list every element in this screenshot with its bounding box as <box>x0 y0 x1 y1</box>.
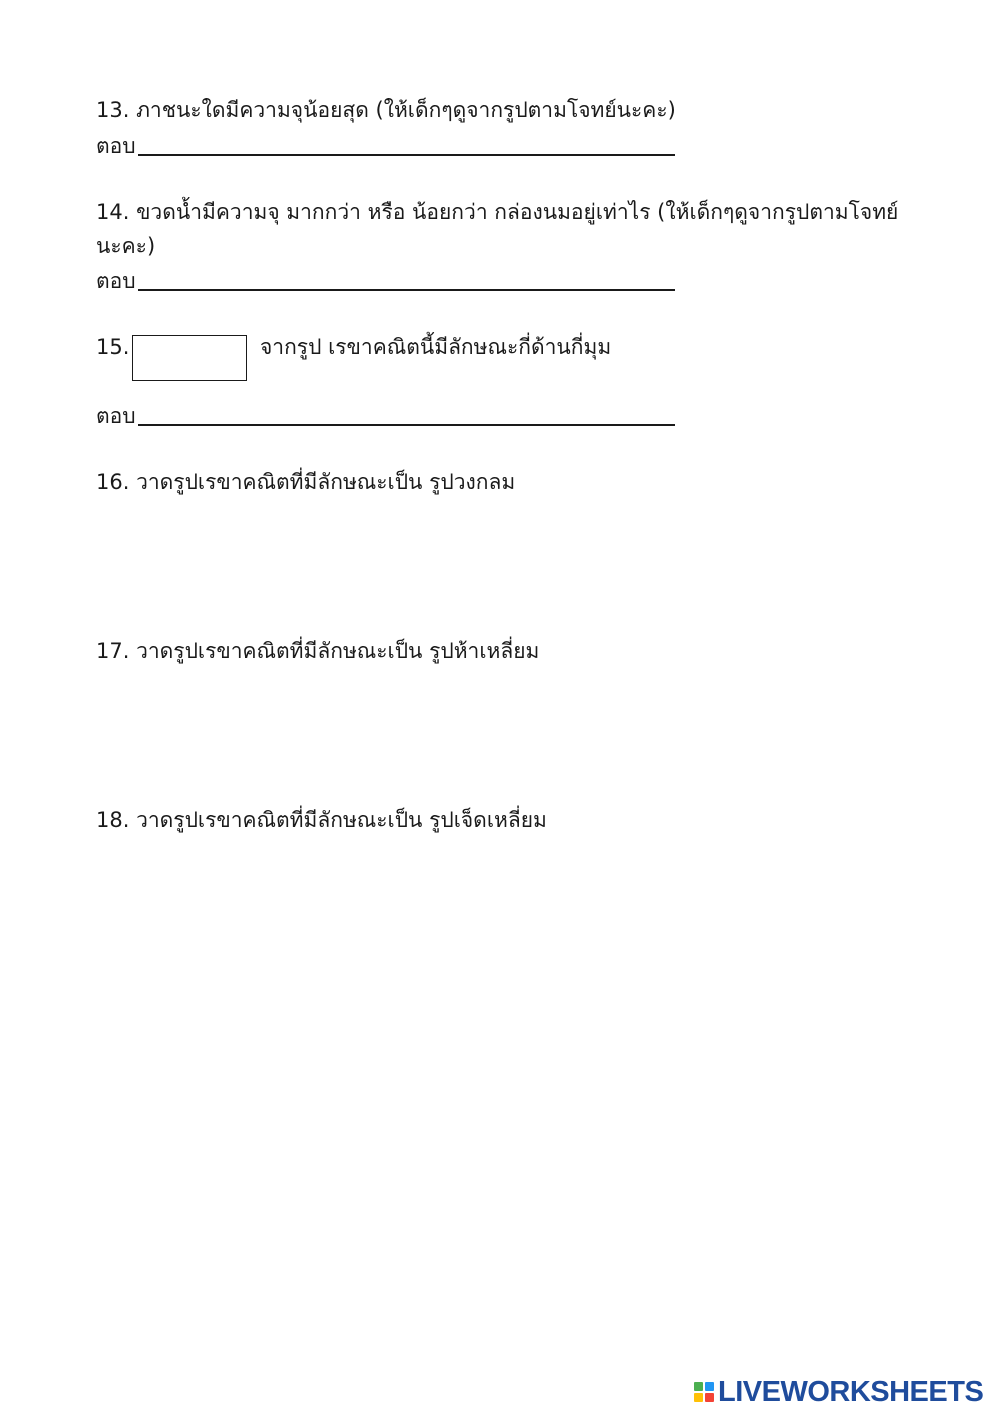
question-16: 16. วาดรูปเรขาคณิตที่มีลักษณะเป็น รูปวงกลม <box>96 470 516 494</box>
logo-squares-icon <box>694 1382 714 1402</box>
answer-label: ตอบ <box>96 269 136 293</box>
question-14-line2: นะคะ) <box>96 234 156 258</box>
question-18: 18. วาดรูปเรขาคณิตที่มีลักษณะเป็น รูปเจ็ดเหลี่ยม <box>96 808 547 832</box>
question-15-text: จากรูป เรขาคณิตนี้มีลักษณะกี่ด้านกี่มุม <box>260 335 612 359</box>
answer-row-13 <box>96 127 675 161</box>
logo-square-1 <box>694 1382 703 1391</box>
logo-square-4 <box>705 1393 714 1402</box>
answer-label: ตอบ <box>96 404 136 428</box>
question-15-number: 15. <box>96 335 130 359</box>
rectangle-shape <box>132 335 247 381</box>
question-17: 17. วาดรูปเรขาคณิตที่มีลักษณะเป็น รูปห้าเหลี่ยม <box>96 639 540 663</box>
question-13: 13. ภาชนะใดมีความจุน้อยสุด (ให้เด็กๆดูจากรูปตามโจทย์นะคะ) <box>96 98 676 122</box>
answer-line-13[interactable] <box>138 154 675 156</box>
answer-line-15[interactable] <box>138 424 675 426</box>
answer-row-15 <box>96 397 675 431</box>
logo-text: LIVEWORKSHEETS <box>718 1375 984 1408</box>
liveworksheets-logo <box>694 1374 983 1410</box>
answer-line-14[interactable] <box>138 289 675 291</box>
answer-row-14 <box>96 262 675 296</box>
answer-label: ตอบ <box>96 134 136 158</box>
logo-square-2 <box>705 1382 714 1391</box>
logo-square-3 <box>694 1393 703 1402</box>
question-14-line1: 14. ขวดน้ำมีความจุ มากกว่า หรือ น้อยกว่า กล่องนมอยู่เท่าไร (ให้เด็กๆดูจากรูปตามโจทย์ <box>96 200 899 224</box>
